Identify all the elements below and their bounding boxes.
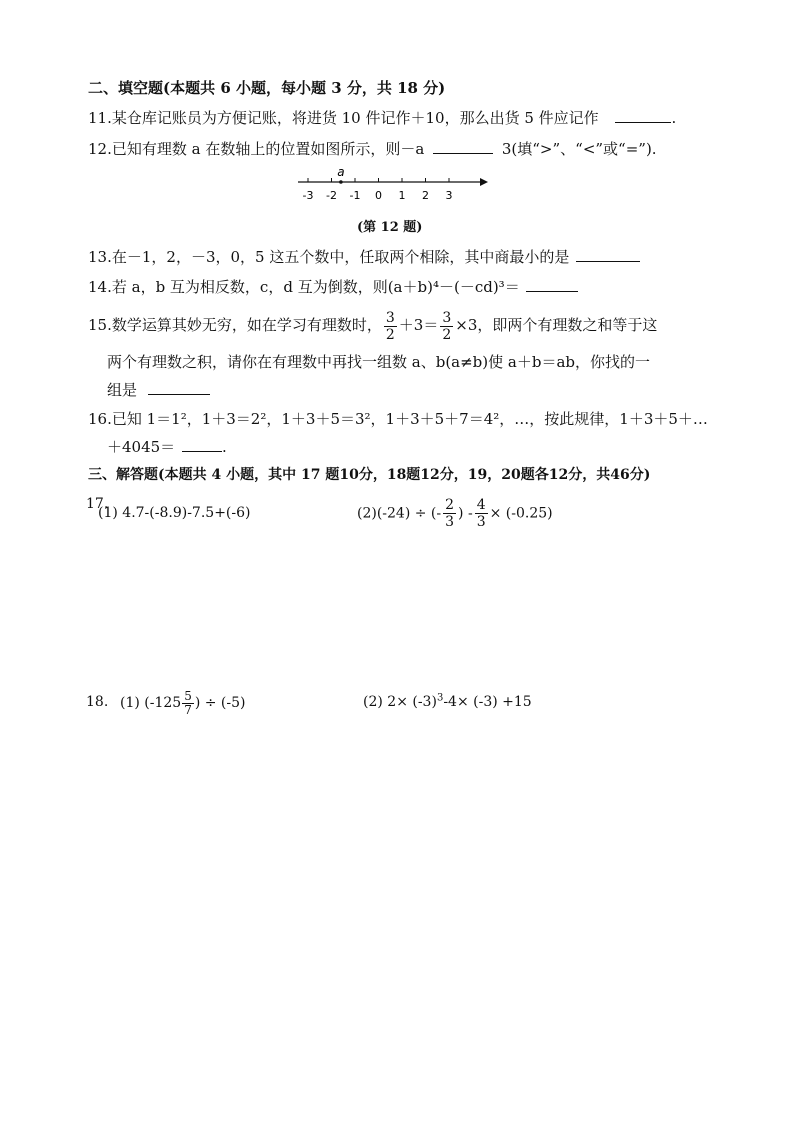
question-15-post: ×3，即两个有理数之和等于这 — [455, 316, 658, 334]
question-13-text: 13.在－1，2，－3，0，5 这五个数中，任取两个相除，其中商最小的是 — [88, 248, 570, 266]
question-11-tail: . — [671, 109, 677, 127]
fraction-3-2-second: $\frac{3}{2}$ — [442, 309, 452, 343]
tick-label: 1 — [398, 189, 406, 202]
answer-blank-11[interactable] — [615, 108, 671, 123]
question-12-post: 3(填“>”、“<”或“=”). — [501, 140, 657, 158]
question-11-text: 11.某仓库记账员为方便记账，将进货 10 件记作＋10，那么出货 5 件应记作 — [88, 109, 599, 127]
figure-12-caption: (第 12 题) — [357, 220, 423, 235]
question-13 — [88, 247, 640, 267]
question-18-part-2 — [363, 692, 532, 712]
answer-blank-13[interactable] — [576, 247, 640, 262]
question-15-pre: 15.数学运算其妙无穷，如在学习有理数时， — [88, 316, 382, 334]
number-line-arrow-icon — [480, 178, 488, 186]
question-15-line-2: 两个有理数之积，请你在有理数中再找一组数 a、b(a≠b)使 a＋b＝ab，你找的一 — [107, 353, 650, 371]
fraction-3-2: $\frac{3}{2}$ — [385, 309, 395, 343]
question-17-part-1: (1) 4.7-(-8.9)-7.5+(-6) — [98, 505, 251, 521]
tick-label: -3 — [302, 189, 314, 202]
fraction-5-7: $\frac{5}{7}$ — [184, 688, 192, 717]
fraction-4-3: $\frac{4}{3}$ — [476, 497, 486, 530]
q18-p2-pre: (2) 2× (-3) — [363, 694, 437, 710]
tick-label: 0 — [375, 189, 382, 202]
question-12-pre: 12.已知有理数 a 在数轴上的位置如图所示，则－a — [88, 140, 425, 158]
question-18-part-1 — [120, 688, 246, 718]
answer-blank-16[interactable] — [182, 437, 222, 452]
question-12 — [88, 139, 657, 159]
question-16-line-2-text: ＋4045＝ — [107, 438, 176, 456]
point-a-label: a — [337, 166, 345, 179]
q18-p2-exponent: 3 — [436, 692, 444, 704]
tick-label: 2 — [422, 189, 429, 202]
question-16-line-2 — [107, 437, 227, 457]
question-11 — [88, 108, 676, 128]
question-18-number: 18. — [86, 694, 109, 710]
question-16-line-1: 16.已知 1＝1²，1＋3＝2²，1＋3＋5＝3²，1＋3＋5＋7＝4²，…，按此规律，1＋3＋5＋… — [88, 410, 708, 428]
q17-p2-pre: (2)(-24) ÷ (- — [357, 505, 442, 522]
answer-blank-12[interactable] — [433, 139, 493, 154]
question-17-part-2 — [357, 497, 553, 530]
q17-p2-post: × (-0.25) — [489, 505, 553, 522]
q18-p2-post: -4× (-3) +15 — [443, 694, 532, 710]
question-14 — [88, 277, 578, 297]
answer-blank-14[interactable] — [526, 277, 578, 292]
question-15-line-3-text: 组是 — [107, 381, 138, 399]
q17-p2-mid: ) - — [458, 505, 473, 522]
tick-label: -2 — [326, 189, 337, 202]
fraction-2-3: $\frac{2}{3}$ — [445, 497, 455, 530]
question-14-text: 14.若 a，b 互为相反数，c，d 互为倒数，则(a＋b)⁴－(－cd)³＝ — [88, 278, 520, 296]
question-15-mid: ＋3＝ — [398, 316, 439, 334]
number-line-figure — [290, 166, 490, 206]
q18-p1-pre: (1) (-125 — [120, 695, 182, 711]
question-15-line-3 — [107, 380, 210, 400]
section-3-title: 三、解答题(本题共 4 小题，其中 17 题10分，18题12分，19，20题各12分，共46分) — [88, 467, 651, 483]
question-17-number: 17. — [86, 496, 109, 512]
question-15-line-1 — [88, 308, 657, 343]
tick-label: 3 — [445, 189, 453, 202]
answer-blank-15[interactable] — [148, 380, 210, 395]
point-a-marker — [339, 180, 343, 184]
q18-p1-post: ) ÷ (-5) — [194, 695, 246, 711]
tick-label: -1 — [349, 189, 361, 202]
question-16-tail: . — [221, 438, 227, 456]
section-2-title: 二、填空题(本题共 6 小题，每小题 3 分，共 18 分) — [88, 79, 446, 97]
